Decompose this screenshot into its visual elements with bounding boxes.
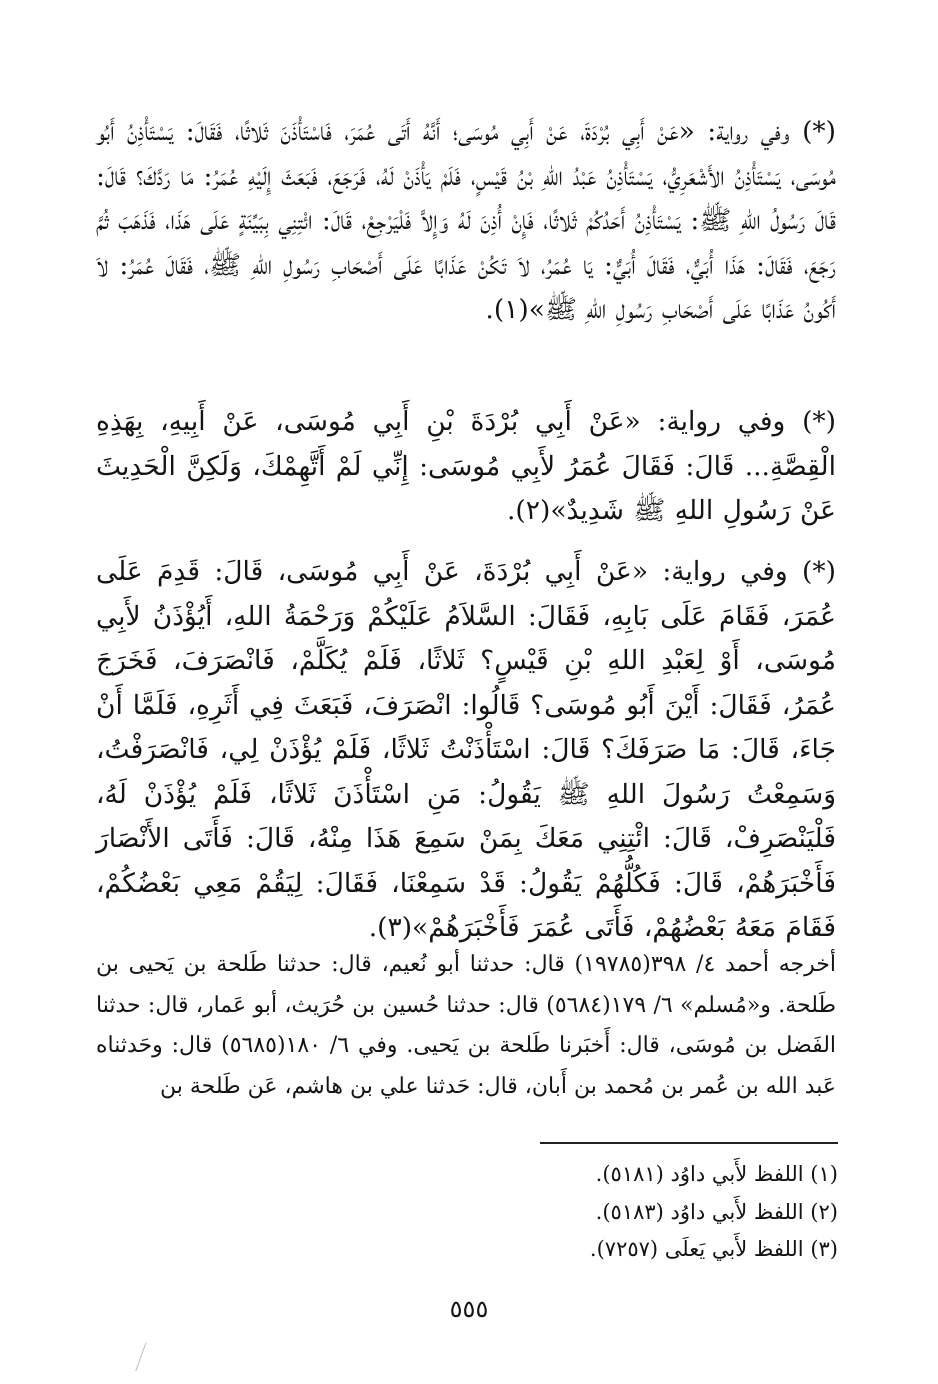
hadith-paragraph-2: (*) وفي رواية: «عَنْ أَبِي بُرْدَةَ بْنِ أَبِي مُوسَى، عَنْ أَبِيهِ، بِهَذِهِ الْقِصَّةِ... قَالَ: فَقَالَ عُمَرُ لأَبِي مُوسَى: إِنِّي لَمْ أَتَّهِمْكَ، وَلَكِنَّ الْحَدِيثَ عَنْ رَسُولِ اللهِ ﷺ شَدِيدٌ»(٢). (96, 406, 836, 526)
page-number: ٥٥٥ (449, 1295, 489, 1323)
hadith-paragraph-1: (*) وفي رواية: «عَنْ أَبِي بُرْدَةَ، عَنْ أَبِي مُوسَى؛ أَنَّهُ أَتَى عُمَرَ، فَاسْتَأْذَنَ ثَلاثًا، فَقَالَ: يَسْتَأْذِنُ أَبُو مُوسَى، يَسْتَأْذِنُ الأَشْعَرِيُّ، يَسْتَأْذِنُ عَبْدُ اللهِ بْنُ قَيْسٍ، فَلَمْ يَأْذَنْ لَهُ، فَرَجَعَ، فَبَعَثَ إِلَيْهِ عُمَرُ: مَا رَدَّكَ؟ قَالَ: قَالَ رَسُولُ اللهِ ﷺ: يَسْتَأْذِنُ أَحَدُكُمْ ثَلاثًا، فَإِنْ أُذِنَ لَهُ وَإِلاَّ فَلْيَرْجِعْ، قَالَ: ائْتِنِي بِبَيِّنَةٍ عَلَى هَذَا، فَذَهَبَ ثُمَّ رَجَعَ، فَقَالَ: هَذَا أُبَيٌّ، فَقَالَ أُبَيٌّ: يَا عُمَرُ، لاَ تَكُنْ عَذَابًا عَلَى أَصْحَابِ رَسُولِ اللهِ ﷺ، فَقَالَ عُمَرُ: لاَ أَكُونُ عَذَابًا عَلَى أَصْحَابِ رَسُولِ اللهِ ﷺ»(١). (96, 116, 836, 325)
footnote-2: (٢) اللفظ لأَبي داوُد (٥١٨٣). (595, 1199, 838, 1224)
footnote-separator (540, 1142, 838, 1144)
scan-edge-mark (135, 1343, 157, 1376)
footnotes-list (300, 1156, 838, 1269)
footnote-1: (١) اللفظ لأَبي داوُد (٥١٨١). (595, 1162, 838, 1186)
hadith-paragraph-3: (*) وفي رواية: «عَنْ أَبِي بُرْدَةَ، عَنْ أَبِي مُوسَى، قَالَ: قَدِمَ عَلَى عُمَرَ، فَقَامَ عَلَى بَابِهِ، فَقَالَ: السَّلاَمُ عَلَيْكُمْ وَرَحْمَةُ اللهِ، أَيُؤْذَنُ لأَبِي مُوسَى، أَوْ لِعَبْدِ اللهِ بْنِ قَيْسٍ؟ ثَلاثًا، فَلَمْ يُكَلَّمْ، فَانْصَرَفَ، فَخَرَجَ عُمَرُ، فَقَالَ: أَيْنَ أَبُو مُوسَى؟ قَالُوا: انْصَرَفَ، فَبَعَثَ فِي أَثَرِهِ، فَلَمَّا أَنْ جَاءَ، قَالَ: مَا صَرَفَكَ؟ قَالَ: اسْتَأْذَنْتُ ثَلاثًا، فَلَمْ يُؤْذَنْ لِي، فَانْصَرَفْتُ، وَسَمِعْتُ رَسُولَ اللهِ ﷺ يَقُولُ: مَنِ اسْتَأْذَنَ ثَلاثًا، فَلَمْ يُؤْذَنْ لَهُ، فَلْيَنْصَرِفْ، قَالَ: ائْتِنِي مَعَكَ بِمَنْ سَمِعَ هَذَا مِنْهُ، قَالَ: فَأَتَى الأَنْصَارَ فَأَخْبَرَهُمْ، قَالَ: فَكُلُّهُمْ يَقُولُ: قَدْ سَمِعْنَا، فَقَالَ: لِيَقُمْ مَعِي بَعْضُكُمْ، فَقَامَ مَعَهُ بَعْضُهُمْ، فَأَتَى عُمَرَ فَأَخْبَرَهُمْ»(٣). (96, 556, 836, 943)
takhrij-paragraph: أخرجه أحمد ٤/ ٣٩٨(١٩٧٨٥) قال: حدثنا أبو نُعيم، قال: حدثنا طَلحة بن يَحيى بن طَلحة. و«مُسلم» ٦/ ١٧٩(٥٦٨٤) قال: حدثنا حُسين بن حُرَيث، أبو عَمار، قال: حدثنا الفَضل بن مُوسَى، قال: أَخبَرنا طَلحة بن يَحيى. وفي ٦/ ١٨٠(٥٦٨٥) قال: وحَدثناه عَبد الله بن عُمر بن مُحمد بن أَبان، قال: حَدثنا علي بن هاشم، عَن طَلحة بن (96, 952, 837, 1099)
footnote-3: (٣) اللفظ لأَبي يَعلَى (٧٢٥٧). (589, 1237, 838, 1261)
